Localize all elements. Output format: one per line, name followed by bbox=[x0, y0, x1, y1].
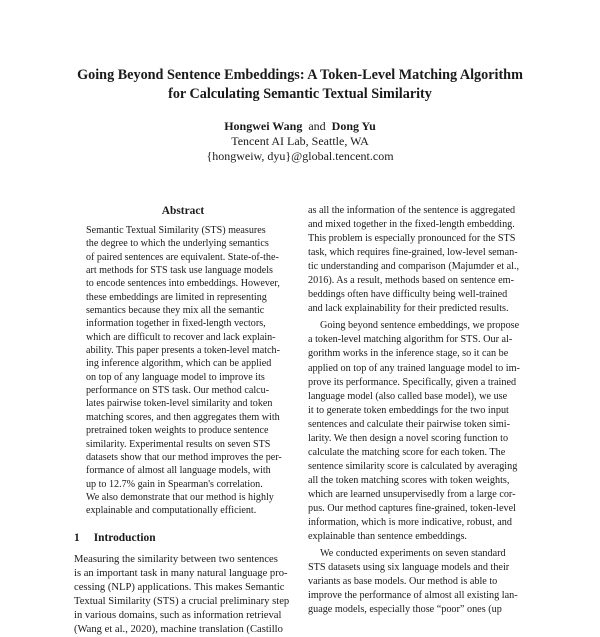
abstract-line: Semantic Textual Similarity (STS) measures bbox=[86, 225, 266, 236]
abstract-line: semantics because they mix all the semantic bbox=[86, 305, 265, 317]
body-line: all the token matching scores with token weights, bbox=[308, 474, 510, 486]
abstract-line: up to 12.7% gain in Spearman's correlation. bbox=[86, 478, 263, 490]
body-line: which are learned unsupervisedly from a large cor- bbox=[308, 488, 516, 500]
affiliation: Tencent AI Lab, Seattle, WA bbox=[231, 134, 369, 148]
section-heading-introduction bbox=[74, 531, 292, 545]
body-line: larity. We then design a novel scoring function to bbox=[308, 432, 509, 444]
abstract-line: these embeddings are limited in representing bbox=[86, 291, 267, 303]
abstract-line: to encode sentences into embeddings. However, bbox=[86, 278, 280, 290]
abstract-line: art methods for STS task use language models bbox=[86, 265, 273, 277]
abstract-line: ing inference algorithm, which can be applied bbox=[86, 358, 272, 370]
body-line: calculate the matching score for each token. The bbox=[308, 446, 506, 458]
introduction-body bbox=[74, 553, 292, 637]
email: {hongweiw, dyu}@global.tencent.com bbox=[206, 149, 394, 163]
body-line: We conducted experiments on seven standard bbox=[320, 548, 506, 560]
body-line: tic understanding and comparison (Majumder et al., bbox=[308, 261, 520, 273]
paper-title bbox=[40, 66, 560, 104]
abstract-line: on top of any language model to improve its bbox=[86, 371, 265, 383]
body-line: STS datasets using six language models and their bbox=[308, 562, 510, 574]
paragraph-1 bbox=[308, 204, 532, 316]
intro-line: cessing (NLP) applications. This makes Semantic bbox=[74, 581, 285, 593]
abstract-line: pretrained token weights to produce sentence bbox=[86, 425, 269, 437]
body-line: Going beyond sentence embeddings, we propose bbox=[320, 320, 520, 332]
body-line: and mixed together in the fixed-length embedding. bbox=[308, 219, 515, 231]
body-line: it to generate token embeddings for the two input bbox=[308, 404, 509, 416]
body-line: explainable than sentence embeddings. bbox=[308, 531, 467, 543]
intro-line: (Wang et al., 2020), machine translation (Castillo bbox=[74, 624, 283, 636]
intro-line: Measuring the similarity between two sentences bbox=[74, 553, 278, 565]
body-line: 2016). As a result, methods based on sentence em- bbox=[308, 275, 514, 287]
abstract-heading: Abstract bbox=[161, 205, 205, 217]
abstract-line: performance on STS task. Our method calcu- bbox=[86, 385, 270, 397]
abstract-line: We also demonstrate that our method is highly bbox=[86, 491, 274, 503]
author-names bbox=[40, 119, 560, 134]
body-line: gorithm works in the inference stage, so it can be bbox=[308, 348, 509, 360]
section-title: Introduction bbox=[93, 531, 156, 544]
body-line: prove its performance. Specifically, given a trained bbox=[308, 376, 517, 388]
author-conjunction: and bbox=[308, 119, 326, 133]
body-line: sentence similarity score is calculated by averaging bbox=[308, 460, 518, 472]
body-line: and lack explainability for their predicted results. bbox=[308, 303, 509, 315]
abstract-line: formance of almost all language models, with bbox=[86, 465, 271, 477]
abstract-line: lates pairwise token-level similarity and token bbox=[86, 398, 273, 410]
body-line: as all the information of the sentence is aggregated bbox=[308, 205, 516, 216]
body-line: applied on top of any trained language model to im- bbox=[308, 362, 520, 374]
left-column bbox=[74, 204, 292, 637]
intro-line: Textual Similarity (STS) a crucial preliminary step bbox=[74, 595, 290, 607]
abstract-body bbox=[74, 224, 292, 518]
paragraph-2 bbox=[308, 319, 532, 544]
body-line: improve the performance of almost all existing lan- bbox=[308, 590, 518, 602]
body-line: sentences and calculate their pairwise token simi- bbox=[308, 418, 510, 430]
section-number: 1 bbox=[74, 531, 80, 544]
abstract-line: similarity. Experimental results on seven STS bbox=[86, 438, 271, 450]
title-line-1: Going Beyond Sentence Embeddings: A Token-Level Matching Algorithm bbox=[77, 67, 523, 83]
body-line: beddings often have difficulty being well-trained bbox=[308, 289, 508, 301]
author-block bbox=[40, 119, 560, 164]
body-line: guage models, especially those “poor” ones (up bbox=[308, 604, 502, 616]
author-2: Dong Yu bbox=[331, 119, 376, 133]
body-line: language model (also called base model), we use bbox=[308, 390, 508, 402]
body-line: pus. Our method captures fine-grained, token-level bbox=[308, 502, 516, 514]
body-line: variants as base models. Our method is able to bbox=[308, 576, 498, 588]
intro-line: in various domains, such as information retrieval bbox=[74, 609, 282, 621]
body-line: a token-level matching algorithm for STS. Our al- bbox=[308, 334, 513, 346]
intro-line: is an important task in many natural language pro- bbox=[74, 567, 288, 579]
right-column bbox=[308, 204, 532, 617]
abstract-line: information together in fixed-length vectors, bbox=[86, 318, 266, 330]
paragraph-3 bbox=[308, 547, 532, 617]
abstract-line: which are difficult to recover and lack explain- bbox=[86, 331, 276, 343]
abstract-line: the degree to which the underlying semantics bbox=[86, 238, 269, 250]
abstract-line: matching scores, and then aggregates them with bbox=[86, 411, 280, 423]
body-line: This problem is especially pronounced for the STS bbox=[308, 233, 516, 245]
body-line: task, which requires fine-grained, low-level seman- bbox=[308, 247, 518, 259]
abstract-line: ability. This paper presents a token-level match- bbox=[86, 345, 280, 357]
abstract-line: datasets show that our method improves the per- bbox=[86, 451, 282, 463]
author-1: Hongwei Wang bbox=[224, 119, 303, 133]
abstract-line: of paired sentences are equivalent. State-of-the- bbox=[86, 251, 279, 263]
title-line-2: for Calculating Semantic Textual Similarity bbox=[168, 86, 432, 102]
body-line: information, which is more indicative, robust, and bbox=[308, 517, 512, 529]
abstract-line: explainable and computationally efficient. bbox=[86, 505, 257, 517]
